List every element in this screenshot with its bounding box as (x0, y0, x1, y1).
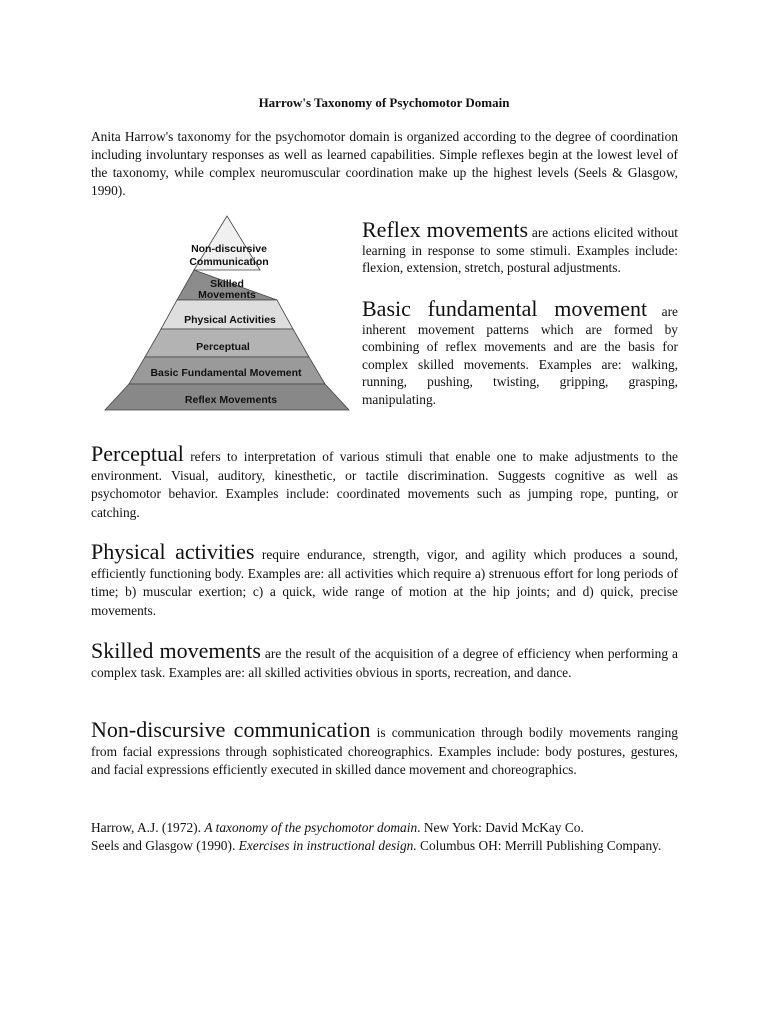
section-text: require endurance, strength, vigor, and agility which produces a sound, efficiently functioning body. Examples are: all activities which require a) strenuous effort for long periods of time; b) muscular exertion; c) a quick, wide range of motion at the hip joints; and d) quick, precise movements. (91, 547, 678, 618)
pyramid-label-perceptual: Perceptual (196, 341, 250, 353)
section-heading: Basic fundamental movement (362, 296, 648, 321)
section-heading: Skilled movements (91, 638, 261, 663)
references-list (91, 819, 691, 855)
pyramid-label-skilled: Skilled (210, 278, 244, 290)
pyramid-label-movements: Movements (198, 289, 256, 301)
section-text: are the result of the acquisition of a degree of efficiency when performing a complex task. Examples are: all skilled activities obvious in sports, recreation, and dance. (91, 646, 679, 680)
section-text: refers to interpretation of various stimuli that enable one to make adjustments to the environment. Visual, auditory, kinesthetic, or tactile discrimination. Suggests cognitive as well as psychomotor behavior. Examples include: coordinated movements such as jumping rope, punting, or catching. (91, 449, 678, 520)
reference-harrow (91, 819, 691, 837)
section-non-discursive-communication (91, 717, 678, 780)
intro-paragraph: Anita Harrow's taxonomy for the psychomotor domain is organized according to the degree of coordination including involuntary responses as well as learned capabilities. Simple reflexes begin at the lowest level of the taxonomy, while complex neuromuscular coordination make up the highest levels (Seels & Glasgow, 1990). (91, 129, 678, 198)
reference-publisher: Columbus OH: Merrill Publishing Company. (416, 838, 662, 853)
document-title: Harrow's Taxonomy of Psychomotor Domain (258, 95, 510, 110)
taxonomy-pyramid (104, 214, 350, 412)
reference-title: A taxonomy of the psychomotor domain (204, 820, 418, 835)
pyramid-label-non-discursive: Non-discursive (191, 243, 267, 255)
pyramid-label-communication: Communication (189, 256, 269, 268)
pyramid-label-reflex: Reflex Movements (184, 394, 278, 406)
pyramid-label-physical-activities: Physical Activities (184, 314, 276, 326)
reference-author: Seels and Glasgow (1990). (91, 838, 239, 853)
section-basic-fundamental-movement (362, 296, 679, 408)
section-heading: Non-discursive communication (91, 717, 371, 742)
reference-author: Harrow, A.J. (1972). (91, 820, 205, 835)
pyramid-graphic (104, 214, 350, 412)
section-perceptual (91, 441, 678, 522)
section-reflex-movements (362, 217, 678, 277)
section-text: is communication through bodily movements ranging from facial expressions through sophisticated choreographics. Examples include: body postures, gestures, and facial expressions efficiently executed in skilled dance movement and choreographics. (91, 725, 678, 777)
section-skilled-movements (91, 638, 679, 682)
reference-seels-glasgow (91, 837, 691, 855)
reference-publisher: . New York: David McKay Co. (417, 820, 584, 835)
reference-title: Exercises in instructional design. (238, 838, 417, 853)
pyramid-label-basic-fundamental: Basic Fundamental Movement (150, 367, 302, 379)
section-text: are actions elicited without learning in response to some stimuli. Examples include: flexion, extension, stretch, postural adjustments. (362, 225, 678, 275)
section-physical-activities (91, 539, 678, 620)
section-text: are inherent movement patterns which are formed by combining of reflex movements and are the basis for complex skilled movements. Examples are: walking, running, pushing, twisting, gripping, grasping, manipulating. (362, 304, 679, 407)
section-heading: Perceptual (91, 441, 184, 466)
section-heading: Physical activities (91, 539, 255, 564)
section-heading: Reflex movements (362, 217, 529, 242)
